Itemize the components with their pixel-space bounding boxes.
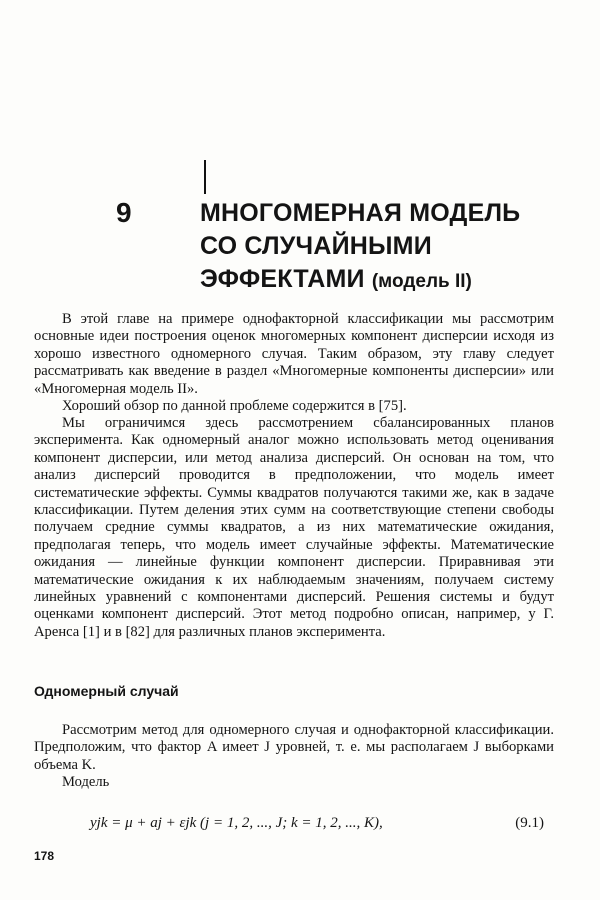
- chapter-title-line-2: СО СЛУЧАЙНЫМИ: [200, 232, 432, 260]
- equation-number: (9.1): [515, 815, 544, 831]
- intro-paragraph-2: Хороший обзор по данной проблеме содержится в [75].: [62, 398, 407, 415]
- intro-section-2: [34, 415, 554, 641]
- chapter-title-line-3: [200, 263, 560, 298]
- section-heading: Одномерный случай: [34, 683, 179, 699]
- page-number: 178: [34, 849, 55, 863]
- intro-paragraph-3: Мы ограничимся здесь рассмотрением сбалансированных планов эксперимента. Как одномерный аналог можно использовать метод оценивания компонент дисперсии, или метод анализа дисперсий. Он основан на том, что анализ дисперсий проводится в предположении, что модель имеет систематические эффекты. Суммы квадратов получаются такими же, как в задаче классификации. Путем деления этих сумм на соответствующие степени свободы получаем средние суммы квадратов, а из них математические ожидания, предполагая теперь, что модель имеет случайные эффекты. Математические ожидания — линейные функции компонент дисперсии. Приравнивая эти математические ожидания к их наблюдаемым значениям, получаем систему линейных уравнений с компонентами дисперсий. Решения системы и будут оценками компонент дисперсий. Этот метод подробно описан, например, у Г. Аренса [1] и в [82] для различных планов эксперимента.: [34, 415, 554, 640]
- chapter-title-suffix: (модель II): [371, 271, 472, 292]
- section-paragraph-2: Модель: [62, 774, 110, 791]
- equation-formula: yjk = μ + aj + εjk (j = 1, 2, ..., J; k = 1, 2, ..., K),: [90, 815, 383, 831]
- chapter-rule: [204, 160, 206, 194]
- chapter-number: 9: [116, 197, 132, 228]
- chapter-title-line-3-text: ЭФФЕКТАМИ: [200, 265, 365, 293]
- section-paragraph-1: Рассмотрим метод для одномерного случая и однофакторной классификации. Предположим, что фактор A имеет J уровней, т. е. мы располагаем J выборками объема K.: [34, 722, 554, 773]
- chapter-title: [200, 197, 560, 298]
- intro-section: [34, 311, 554, 415]
- intro-paragraph-1: В этой главе на примере однофакторной классификации мы рассмотрим основные идеи построения оценок многомерных компонент дисперсии исходя из хорошо известного одномерного случая. Таким образом, эту главу следует рассматривать как введение в раздел «Многомерные компоненты дисперсии» или «Многомерная модель II».: [34, 311, 554, 397]
- chapter-title-line-1: МНОГОМЕРНАЯ МОДЕЛЬ: [200, 199, 521, 227]
- section-body: [34, 722, 554, 792]
- equation-9-1: [90, 813, 552, 833]
